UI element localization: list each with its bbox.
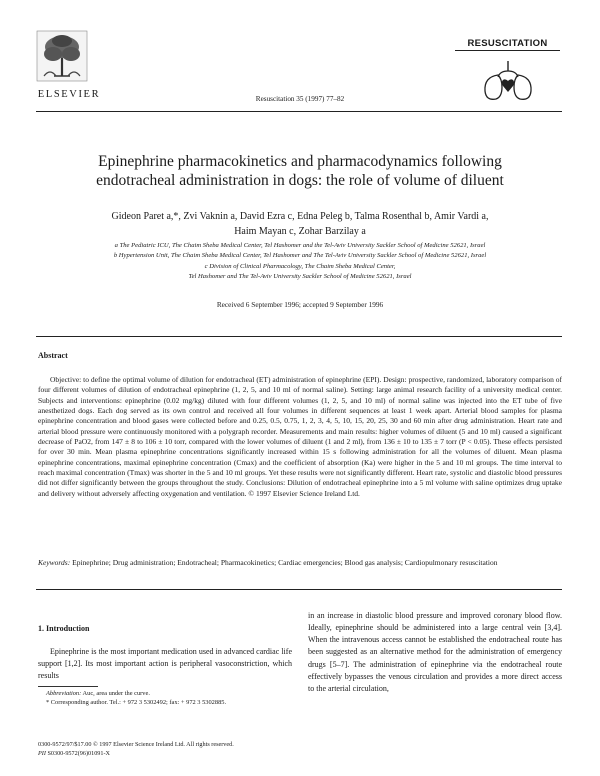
- elsevier-logo: [36, 30, 102, 100]
- pii-value: S0300-9572(96)01091-X: [47, 750, 111, 758]
- article-title: [40, 152, 560, 190]
- author-line: Gideon Paret a,*, Zvi Vaknin a, David Ezra c, Edna Peleg b, Talma Rosenthal b, Amir Vardi a,: [111, 211, 489, 222]
- keywords-list: Epinephrine; Drug administration; Endotracheal; Pharmacokinetics; Cardiac emergencies; Blood gas analysis; Cardiopulmonary resuscitation: [72, 558, 498, 567]
- copyright-block: [38, 740, 338, 759]
- pii-label: PII: [38, 750, 46, 758]
- title-divider: [36, 336, 562, 337]
- copyright-line: 0300-9572/97/$17.00 © 1997 Elsevier Science Ireland Ltd. All rights reserved.: [38, 741, 234, 748]
- publisher-name: ELSEVIER: [37, 89, 101, 100]
- body-text-right-column: in an increase in diastolic blood pressure and improved coronary blood flow. Ideally, epinephrine should be administered into a large central vein [3,4]. When the intravenous access cannot be established the endotracheal route has been suggested as an alternative method for the administration of emergency drugs [5–7]. The administration of epinephrine via the endotracheal route effectively bypasses the venous circulation and provides a more direct access to the arterial circulation,: [308, 611, 562, 693]
- keywords-label: Keywords:: [38, 558, 71, 567]
- journal-name: RESUSCITATION: [455, 38, 560, 51]
- affiliation-line: c Division of Clinical Pharmacology, The Chaim Sheba Medical Center,: [204, 262, 396, 270]
- article-title-line: endotracheal administration in dogs: the role of volume of diluent: [96, 172, 504, 189]
- affiliation-line: b Hypertension Unit, The Chaim Sheba Medical Center, Tel Hashomer and The Tel-Aviv University Sackler School of Medicine 52621, Israel: [113, 252, 487, 260]
- footnotes: [38, 689, 292, 707]
- keywords: [38, 558, 562, 568]
- affiliation-line: Tel Hashomer and The Tel-Aviv University Sackler School of Medicine 52621, Israel: [188, 273, 412, 281]
- corresponding-author-footnote: * Corresponding author. Tel.: + 972 3 5302492; fax: + 972 3 5302885.: [46, 699, 227, 707]
- abbreviation-footnote: [38, 689, 292, 698]
- journal-masthead: [455, 38, 560, 105]
- affiliation-list: [40, 241, 560, 283]
- abstract-body: Objective: to define the optimal volume of dilution for endotracheal (ET) administration of epinephrine (EPI). Design: prospective, randomized, laboratory comparison of four different volumes of dilution of endotracheal epinephrine (1, 2, 5, and 10 ml of normal saline). Setting: large animal research facility of a university medical center. Subjects and interventions: epinephrine (0.02 mg/kg) diluted with four different volumes (1, 2, 5, and 10 ml) of normal saline was injected into the ET tube of five anesthetized dogs. Each dog served as its own control and received all four volumes in different sequences at least 1 week apart. Arterial blood samples for plasma epinephrine concentration and blood gases were collected before and 0.25, 0.5, 0.75, 1, 2, 3, 4, 5, 10, 15, 20, 25, 30 and 60 min after drug administration. Heart rate and arterial blood pressure were continuously monitored with a polygraph recorder. Measurements and main results: higher volumes of diluent (5 and 10 ml) caused a significant decrease of PaO2, from 147 ± 8 to 106 ± 10 torr, compared with the lower volumes of diluent (1 and 2 ml), from 136 ± 10 to 135 ± 7 torr (P < 0.05). These effects persisted for over 30 min. Mean plasma epinephrine concentrations significantly increased within 15 s following administration for all the volumes of diluent. Mean plasma epinephrine concentrations, maximal epinephrine concentration (Cmax) and the coefficient of absorption (Ka) were higher in the 5 and 10 ml groups. The time interval to reach maximal concentration (Tmax) was shorter in the 5 and 10 ml groups. Yet these results were not significantly different. Heart rate, systolic and diastolic blood pressures did not differ significantly between the groups throughout the study. Conclusions: Dilution of endotracheal epinephrine into a 5 ml volume with saline optimizes drug uptake and delivery without adversely affecting oxygenation and ventilation. © 1997 Elsevier Science Ireland Ltd.: [38, 375, 562, 498]
- author-list: [40, 209, 560, 239]
- abbreviation-label: Abbreviation:: [46, 690, 82, 697]
- affiliation-line: a The Pediatric ICU, The Chaim Sheba Medical Center, Tel Hashomer and the Tel-Aviv University Sackler School of Medicine 52621, Israel: [114, 242, 486, 249]
- pii-line: [38, 749, 338, 758]
- received-dates: Received 6 September 1996; accepted 9 September 1996: [216, 300, 384, 309]
- header-divider: [36, 111, 562, 112]
- section-heading: 1. Introduction: [38, 624, 90, 633]
- footnote-divider: [38, 686, 98, 687]
- body-text-left-column: Epinephrine is the most important medication used in advanced cardiac life support [1,2]. Its most important action is peripheral vasoconstriction, which results: [38, 647, 292, 681]
- article-title-line: Epinephrine pharmacokinetics and pharmacodynamics following: [98, 153, 502, 170]
- heart-lungs-emblem-icon: [478, 57, 538, 105]
- abbreviation-text: Auc, area under the curve.: [82, 690, 150, 697]
- journal-citation: Resuscitation 35 (1997) 77–82: [255, 95, 345, 103]
- abstract-divider: [36, 589, 562, 590]
- abstract-heading: Abstract: [38, 351, 68, 360]
- author-line: Haim Mayan c, Zohar Barzilay a: [234, 226, 366, 237]
- elsevier-tree-icon: [36, 30, 88, 82]
